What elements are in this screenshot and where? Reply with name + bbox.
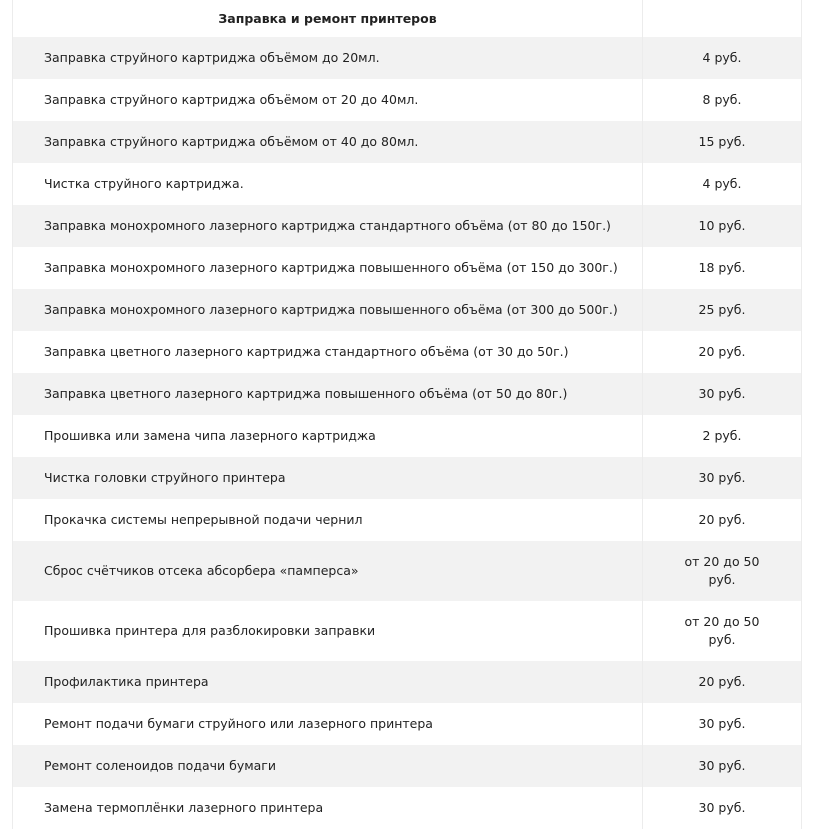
table-row	[13, 373, 802, 415]
service-price: 25 руб.	[643, 289, 802, 331]
service-price: 30 руб.	[643, 457, 802, 499]
service-name: Заправка монохромного лазерного картриджа повышенного объёма (от 150 до 300г.)	[13, 247, 643, 289]
table-row	[13, 415, 802, 457]
service-name: Замена термоплёнки лазерного принтера	[13, 787, 643, 829]
service-name: Профилактика принтера	[13, 661, 643, 703]
table-header-row	[13, 0, 802, 37]
service-name: Заправка цветного лазерного картриджа повышенного объёма (от 50 до 80г.)	[13, 373, 643, 415]
service-name: Прошивка принтера для разблокировки заправки	[13, 601, 643, 661]
service-name: Заправка струйного картриджа объёмом от 20 до 40мл.	[13, 79, 643, 121]
service-name: Заправка струйного картриджа объёмом от 40 до 80мл.	[13, 121, 643, 163]
service-price: от 20 до 50 руб.	[643, 541, 802, 601]
service-price: 20 руб.	[643, 661, 802, 703]
price-table	[12, 0, 802, 829]
table-row	[13, 163, 802, 205]
table-row	[13, 205, 802, 247]
service-name: Заправка монохромного лазерного картриджа повышенного объёма (от 300 до 500г.)	[13, 289, 643, 331]
service-price: 18 руб.	[643, 247, 802, 289]
table-row	[13, 703, 802, 745]
table-row	[13, 247, 802, 289]
service-price: 4 руб.	[643, 37, 802, 79]
table-row	[13, 541, 802, 601]
table-row	[13, 745, 802, 787]
service-price: 20 руб.	[643, 331, 802, 373]
service-price: 30 руб.	[643, 745, 802, 787]
table-header-price	[643, 0, 802, 37]
service-price: от 20 до 50 руб.	[643, 601, 802, 661]
service-price: 30 руб.	[643, 373, 802, 415]
table-row	[13, 331, 802, 373]
service-price: 8 руб.	[643, 79, 802, 121]
service-price: 10 руб.	[643, 205, 802, 247]
service-name: Прокачка системы непрерывной подачи чернил	[13, 499, 643, 541]
service-price: 2 руб.	[643, 415, 802, 457]
table-row	[13, 787, 802, 829]
table-row	[13, 457, 802, 499]
service-name: Заправка струйного картриджа объёмом до 20мл.	[13, 37, 643, 79]
service-price: 30 руб.	[643, 787, 802, 829]
service-price: 4 руб.	[643, 163, 802, 205]
table-row	[13, 121, 802, 163]
service-name: Чистка струйного картриджа.	[13, 163, 643, 205]
service-name: Заправка монохромного лазерного картриджа стандартного объёма (от 80 до 150г.)	[13, 205, 643, 247]
table-row	[13, 289, 802, 331]
table-row	[13, 37, 802, 79]
service-price: 30 руб.	[643, 703, 802, 745]
service-price: 20 руб.	[643, 499, 802, 541]
table-row	[13, 499, 802, 541]
service-price: 15 руб.	[643, 121, 802, 163]
service-name: Ремонт подачи бумаги струйного или лазерного принтера	[13, 703, 643, 745]
table-row	[13, 79, 802, 121]
service-name: Чистка головки струйного принтера	[13, 457, 643, 499]
table-title: Заправка и ремонт принтеров	[13, 0, 643, 37]
service-name: Прошивка или замена чипа лазерного картриджа	[13, 415, 643, 457]
service-name: Сброс счётчиков отсека абсорбера «памперса»	[13, 541, 643, 601]
service-name: Заправка цветного лазерного картриджа стандартного объёма (от 30 до 50г.)	[13, 331, 643, 373]
table-row	[13, 601, 802, 661]
service-name: Ремонт соленоидов подачи бумаги	[13, 745, 643, 787]
table-row	[13, 661, 802, 703]
